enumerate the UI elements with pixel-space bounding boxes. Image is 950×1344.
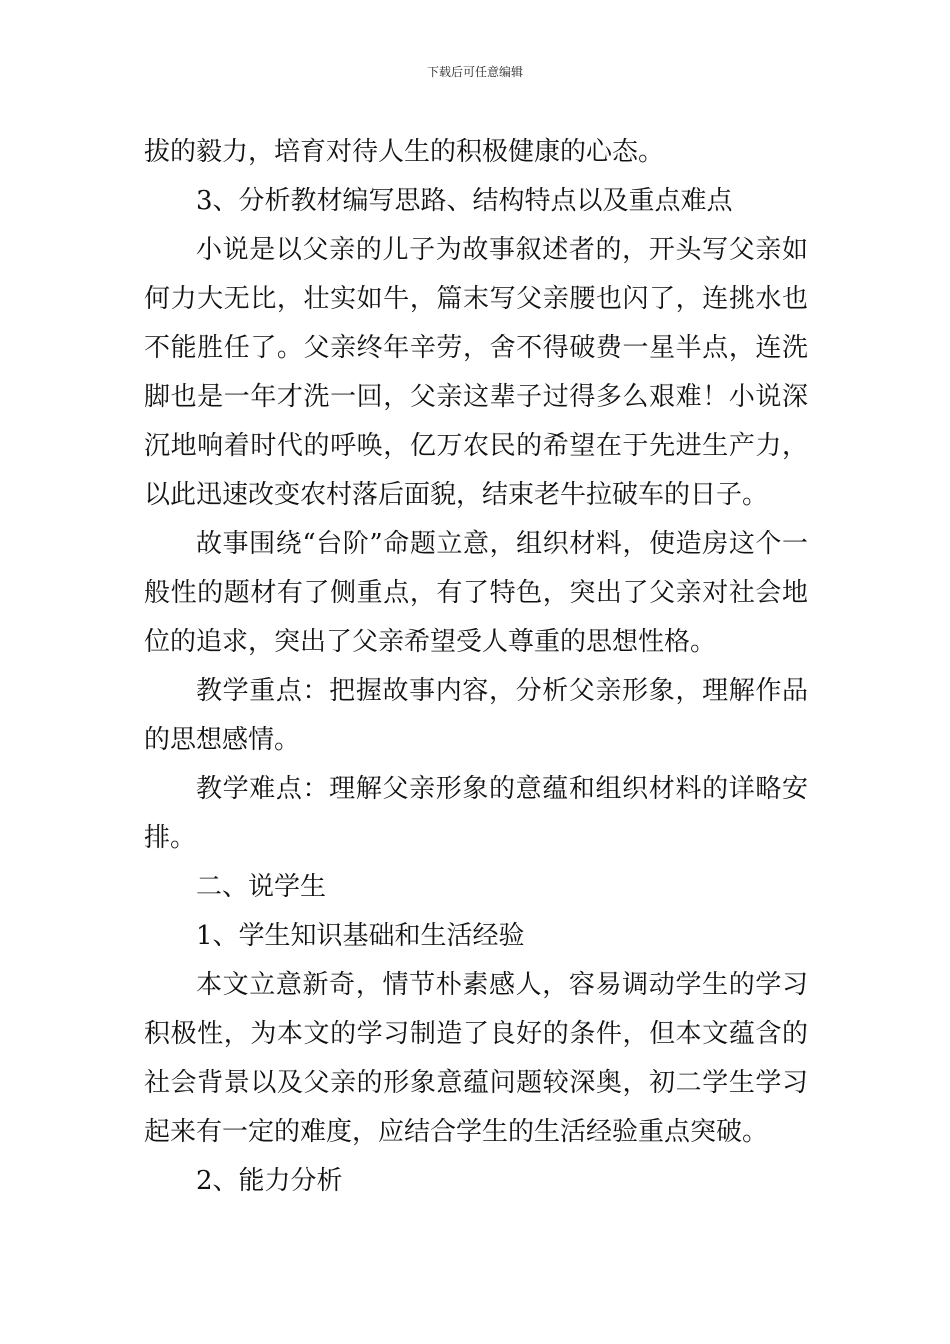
section-heading-textbook-analysis: 3、分析教材编写思路、结构特点以及重点难点 <box>196 186 733 216</box>
paragraph-student-analysis: 本文立意新奇，情节朴素感人，容易调动学生的学习积极性，为本文的学习制造了良好的条件，但本文蕴含的社会背景以及父亲的形象意蕴问题较深奥，初二学生学习起来有一定的难度，应结合学生的生活经验重点突破。 <box>144 970 808 1147</box>
paragraph-teaching-difficulty: 教学难点：理解父亲形象的意蕴和组织材料的详略安排。 <box>144 774 808 853</box>
subheading-student-knowledge: 1、学生知识基础和生活经验 <box>196 921 525 951</box>
section-heading-students: 二、说学生 <box>196 872 327 902</box>
document-body <box>144 128 808 1206</box>
paragraph-continuation: 拔的毅力，培育对待人生的积极健康的心态。 <box>144 137 665 167</box>
paragraph-teaching-focus: 教学重点：把握故事内容，分析父亲形象，理解作品的思想感情。 <box>144 676 808 755</box>
subheading-ability-analysis: 2、能力分析 <box>196 1166 343 1196</box>
paragraph-novel-summary: 小说是以父亲的儿子为故事叙述者的，开头写父亲如何力大无比，壮实如牛，篇末写父亲腰也闪了，连挑水也不能胜任了。父亲终年辛劳，舍不得破费一星半点，连洗脚也是一年才洗一回，父亲这辈子过得多么艰难！小说深沉地响着时代的呼唤，亿万农民的希望在于先进生产力，以此迅速改变农村落后面貌，结束老牛拉破车的日子。 <box>144 235 808 510</box>
paragraph-story-theme: 故事围绕“台阶”命题立意，组织材料，使造房这个一般性的题材有了侧重点，有了特色，突出了父亲对社会地位的追求，突出了父亲希望受人尊重的思想性格。 <box>144 529 808 657</box>
page-header: 下载后可任意编辑 <box>426 65 523 79</box>
